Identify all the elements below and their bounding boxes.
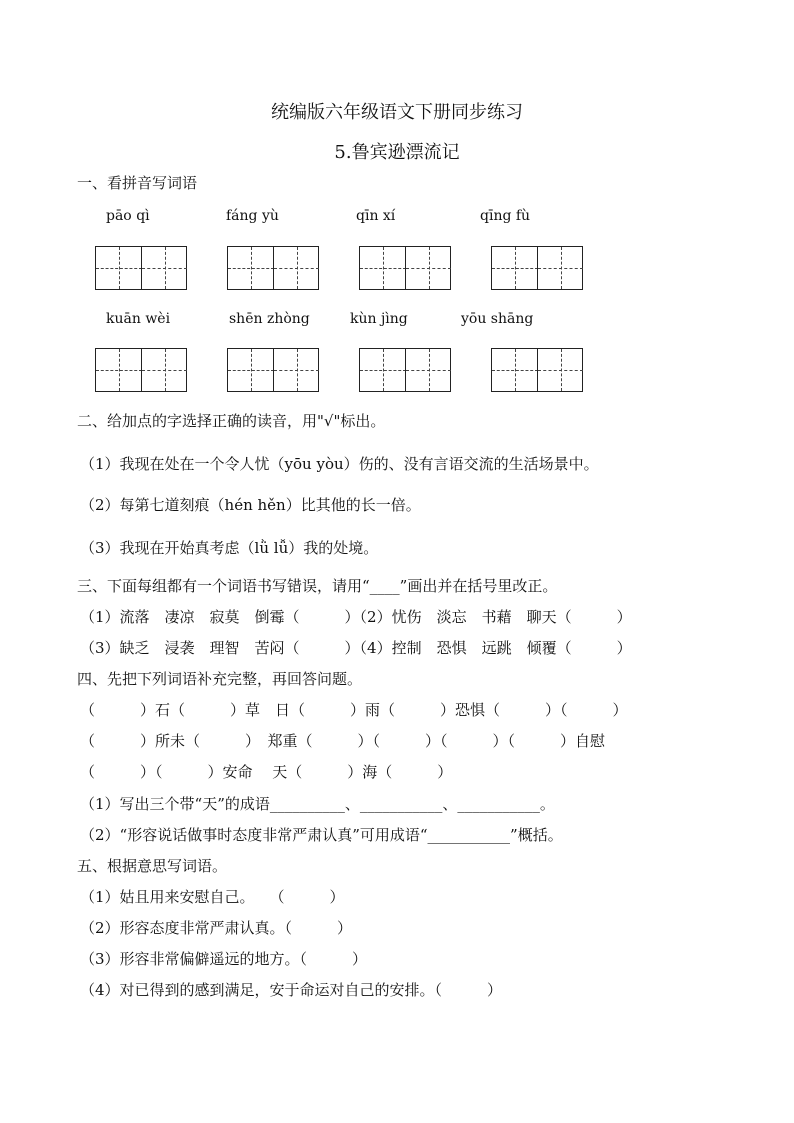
question-item: （2）形容态度非常严肃认真。（ ） <box>80 919 353 937</box>
pinyin-label: qīng fù <box>480 208 531 224</box>
page-title: 统编版六年级语文下册同步练习 <box>271 102 523 123</box>
section1-heading: 一、看拼音写词语 <box>77 174 198 192</box>
pinyin-label: qīn xí <box>356 208 396 224</box>
pinyin-label: pāo qì <box>106 208 150 224</box>
section4-heading: 四、先把下列词语补充完整，再回答问题。 <box>77 670 363 688</box>
pinyin-label: kuān wèi <box>106 311 171 327</box>
question-item: （3）缺乏 浸袭 理智 苦闷（ ）（4）控制 恐惧 远跳 倾覆（ ） <box>80 639 632 657</box>
section2-heading: 二、给加点的字选择正确的读音，用"√"标出。 <box>77 412 386 430</box>
writing-grid[interactable] <box>95 246 187 290</box>
question-item: （1）写出三个带“天”的成语__________、___________、___________。 <box>80 795 555 813</box>
fill-row: （ ）（ ）安命 天（ ）海（ ） <box>80 763 453 781</box>
section3-heading: 三、下面每组都有一个词语书写错误，请用“____”画出并在括号里改正。 <box>77 577 558 595</box>
question-item: （2）“形容说话做事时态度非常严肃认真”可用成语“___________”概括。 <box>80 826 563 844</box>
fill-row: （ ）石（ ）草 日（ ）雨（ ）恐惧（ ）（ ） <box>80 701 628 719</box>
writing-grid[interactable] <box>491 348 583 392</box>
section5-heading: 五、根据意思写词语。 <box>77 857 228 875</box>
writing-grid[interactable] <box>227 246 319 290</box>
writing-grid[interactable] <box>227 348 319 392</box>
question-item: （1）姑且用来安慰自己。 （ ） <box>80 888 345 906</box>
question-item: （4）对已得到的感到满足，安于命运对自己的安排。（ ） <box>80 981 503 999</box>
pinyin-label: kùn jìng <box>350 311 408 327</box>
question-item: （1）我现在处在一个令人忧（yōu yòu）伤的、没有言语交流的生活场景中。 <box>80 455 599 473</box>
writing-grid[interactable] <box>491 246 583 290</box>
lesson-title: 5.鲁宾逊漂流记 <box>334 142 460 163</box>
pinyin-label: fáng yù <box>226 208 279 224</box>
question-item: （3）形容非常偏僻遥远的地方。（ ） <box>80 950 368 968</box>
fill-row: （ ）所未（ ） 郑重（ ）（ ）（ ）（ ）自慰 <box>80 732 606 750</box>
pinyin-label: shēn zhòng <box>229 311 310 327</box>
writing-grid[interactable] <box>359 246 451 290</box>
question-item: （3）我现在开始真考虑（lǜ lǚ）我的处境。 <box>80 539 379 557</box>
writing-grid[interactable] <box>95 348 187 392</box>
pinyin-label: yōu shāng <box>461 311 534 327</box>
writing-grid[interactable] <box>359 348 451 392</box>
question-item: （1）流落 凄凉 寂莫 倒霉（ ）（2）忧伤 淡忘 书藉 聊天（ ） <box>80 608 632 626</box>
question-item: （2）每第七道刻痕（hén hěn）比其他的长一倍。 <box>80 496 421 514</box>
